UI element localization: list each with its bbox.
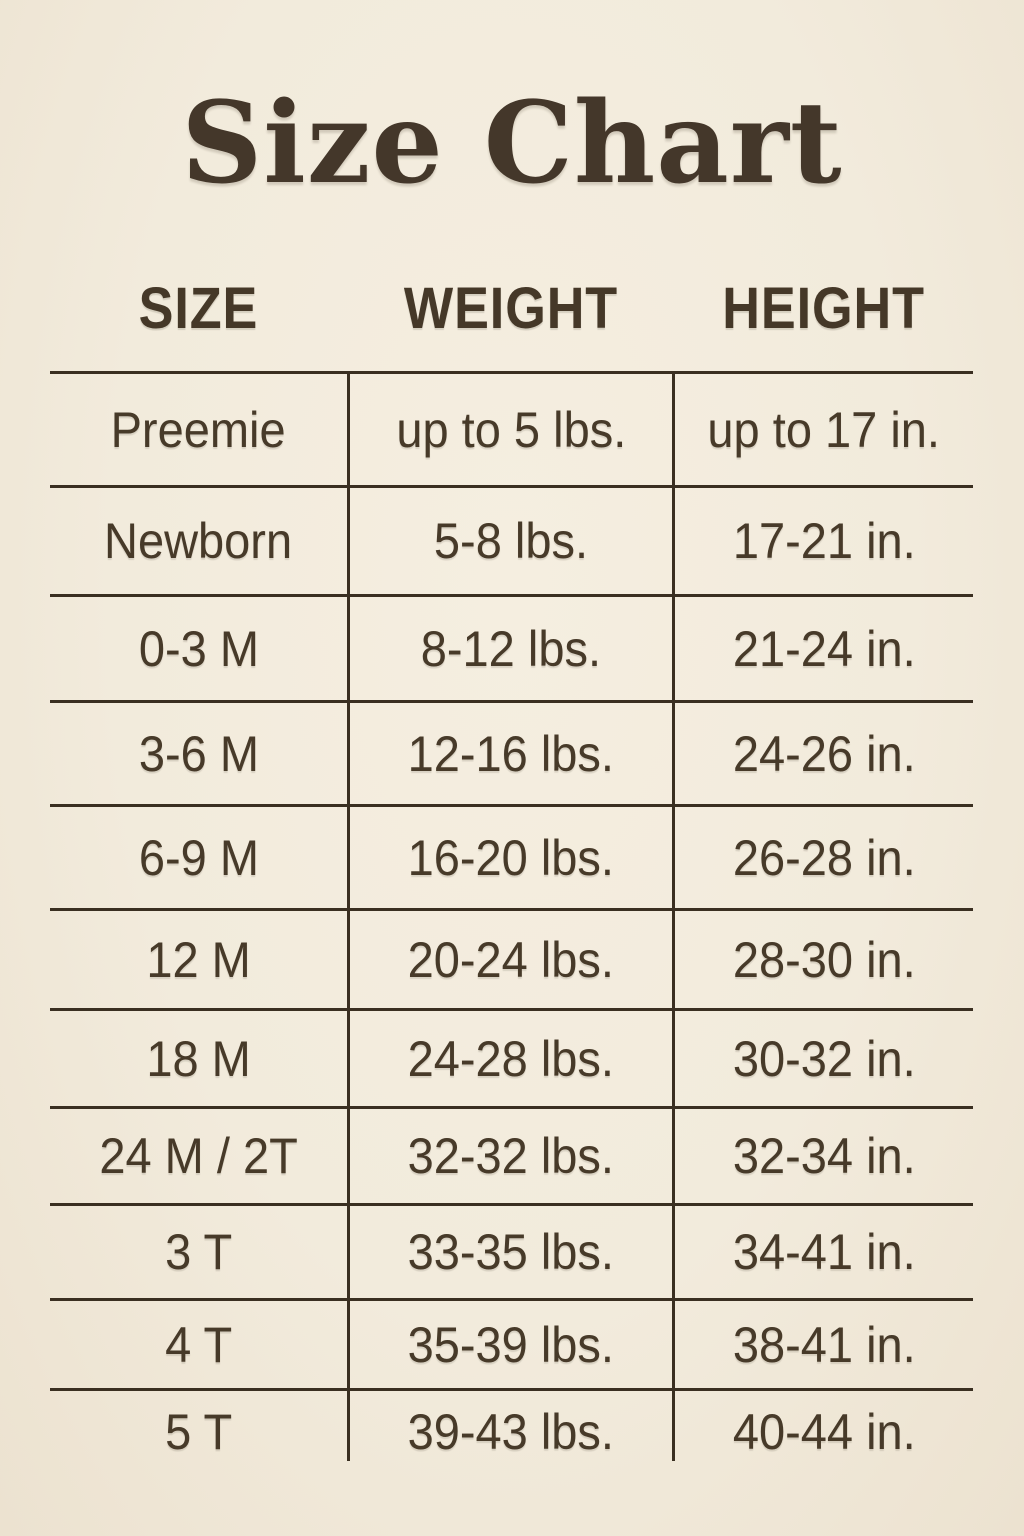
cell-size: 0-3 M bbox=[138, 620, 259, 677]
cell-height: 28-30 in. bbox=[732, 931, 916, 988]
cell-size: Newborn bbox=[104, 513, 293, 569]
table-row-5t bbox=[50, 1388, 973, 1461]
cell-height: 32-34 in. bbox=[732, 1128, 916, 1184]
table-row-18m bbox=[50, 1008, 973, 1106]
cell-weight: 33-35 lbs. bbox=[347, 1206, 675, 1298]
cell-weight: 32-32 lbs. bbox=[347, 1109, 675, 1203]
column-header-weight-label: WEIGHT bbox=[403, 275, 619, 341]
cell-height: 38-41 in. bbox=[732, 1316, 916, 1373]
table-row-4t bbox=[50, 1298, 973, 1388]
cell-size: 4 T bbox=[164, 1316, 233, 1373]
cell-weight: 12-16 lbs. bbox=[347, 703, 675, 804]
cell-weight: 20-24 lbs. bbox=[347, 911, 675, 1008]
cell-size: 3-6 M bbox=[138, 725, 259, 782]
table-row-0-3m bbox=[50, 594, 973, 700]
column-header-height bbox=[675, 272, 973, 344]
column-header-weight bbox=[347, 272, 675, 344]
column-header-height-label: HEIGHT bbox=[722, 275, 926, 341]
column-header-size bbox=[50, 272, 347, 344]
cell-size: 18 M bbox=[146, 1030, 251, 1087]
cell-height: 17-21 in. bbox=[732, 513, 916, 569]
cell-height: 40-44 in. bbox=[732, 1404, 916, 1460]
column-header-size-label: SIZE bbox=[138, 275, 259, 341]
table-row-12m bbox=[50, 908, 973, 1008]
cell-weight: up to 5 lbs. bbox=[347, 374, 675, 485]
table-row-24m-2t bbox=[50, 1106, 973, 1203]
cell-weight: 8-12 lbs. bbox=[347, 597, 675, 700]
cell-size: Preemie bbox=[110, 401, 287, 458]
cell-size: 12 M bbox=[146, 931, 251, 988]
table-row-3-6m bbox=[50, 700, 973, 804]
cell-weight: 39-43 lbs. bbox=[347, 1391, 675, 1461]
cell-height: 30-32 in. bbox=[732, 1030, 916, 1087]
table-header-row bbox=[50, 272, 973, 344]
cell-weight: 5-8 lbs. bbox=[347, 488, 675, 594]
cell-weight: 35-39 lbs. bbox=[347, 1301, 675, 1388]
cell-weight: 24-28 lbs. bbox=[347, 1011, 675, 1106]
page-title: Size Chart bbox=[181, 78, 843, 209]
table-row-3t bbox=[50, 1203, 973, 1298]
cell-size: 5 T bbox=[164, 1404, 233, 1460]
cell-size: 3 T bbox=[164, 1224, 233, 1280]
table-row-newborn bbox=[50, 485, 973, 594]
cell-size: 6-9 M bbox=[138, 829, 259, 886]
cell-height: 34-41 in. bbox=[732, 1224, 916, 1280]
size-table bbox=[50, 371, 973, 1461]
cell-height: 26-28 in. bbox=[732, 829, 916, 886]
table-row-preemie bbox=[50, 371, 973, 485]
cell-weight: 16-20 lbs. bbox=[347, 807, 675, 908]
cell-size: 24 M / 2T bbox=[99, 1128, 298, 1184]
cell-height: 24-26 in. bbox=[732, 725, 916, 782]
cell-height: up to 17 in. bbox=[707, 401, 941, 458]
cell-height: 21-24 in. bbox=[732, 620, 916, 677]
table-row-6-9m bbox=[50, 804, 973, 908]
